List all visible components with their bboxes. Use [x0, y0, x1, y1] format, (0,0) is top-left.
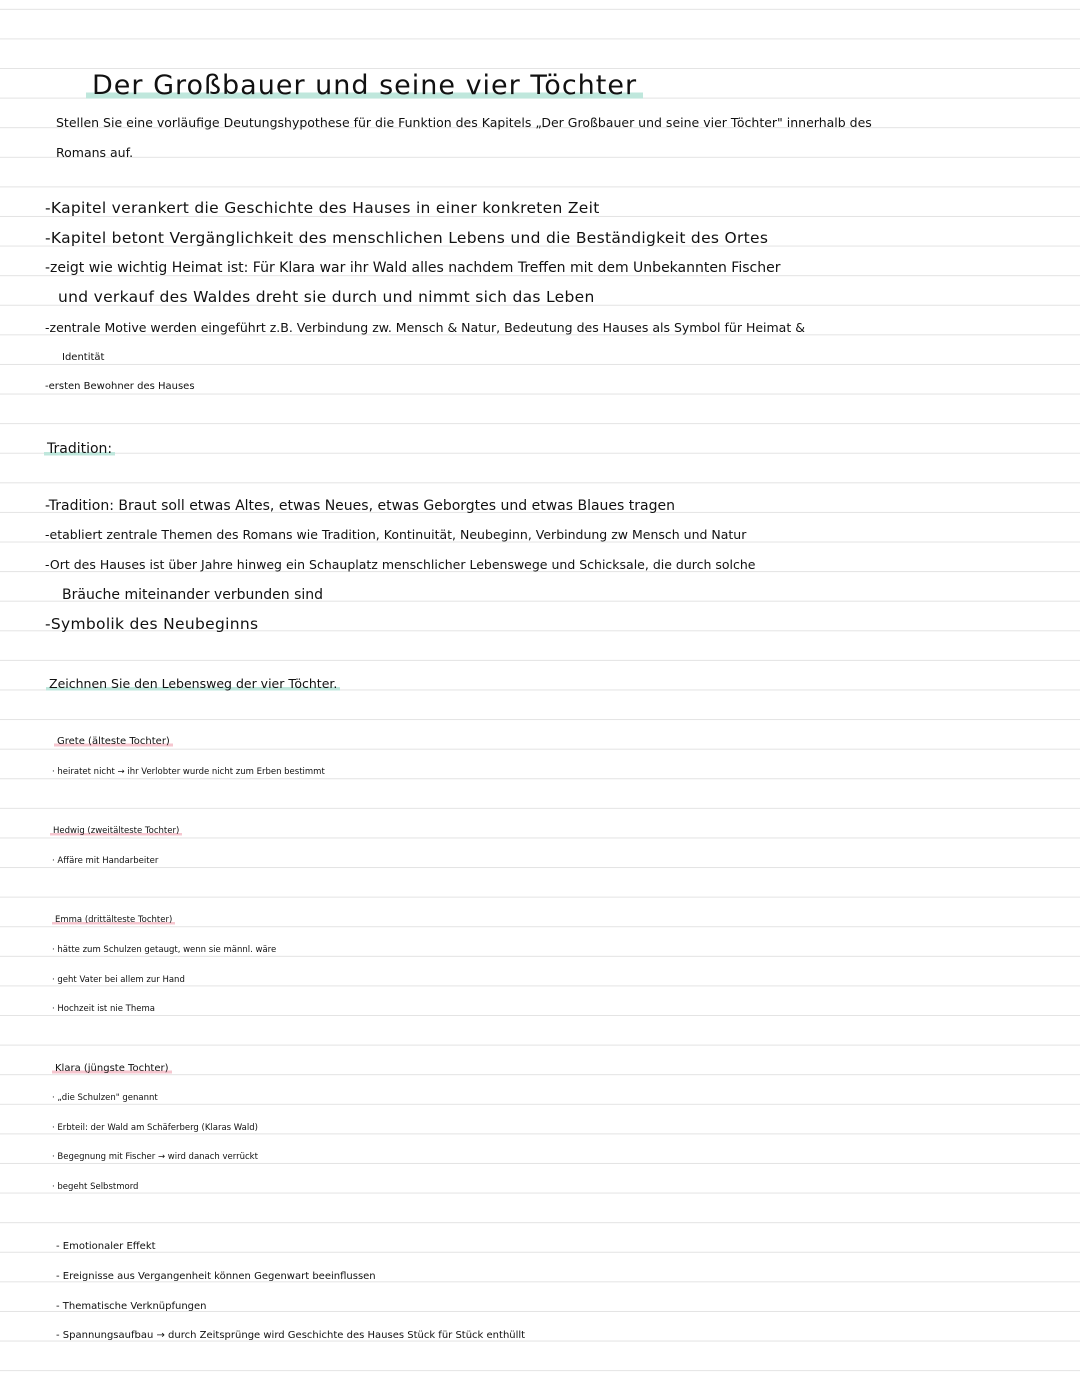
daughter-note: · heiratet nicht → ihr Verlobter wurde nicht zum Erben bestimmt — [52, 767, 325, 777]
daughter-note: · geht Vater bei allem zur Hand — [52, 975, 185, 985]
list-item-continued: und verkauf des Waldes dreht sie durch und nimmt sich das Leben — [58, 288, 595, 306]
list-item-continued: Identität — [62, 352, 105, 363]
daughter-note: · Affäre mit Handarbeiter — [52, 856, 159, 866]
daughter-heading-emma: Emma (drittälteste Tochter) — [52, 916, 175, 925]
task-prompt-line: Stellen Sie eine vorläufige Deutungshypothese für die Funktion des Kapitels „Der Großbauer und seine vier Töchter" innerhalb des — [56, 115, 872, 130]
daughter-heading-hedwig: Hedwig (zweitälteste Tochter) — [50, 827, 182, 836]
list-item: - Spannungsaufbau → durch Zeitsprünge wird Geschichte des Hauses Stück für Stück enthüllt — [56, 1330, 526, 1341]
list-item: -Kapitel verankert die Geschichte des Hauses in einer konkreten Zeit — [45, 199, 600, 217]
daughter-heading-klara: Klara (jüngste Tochter) — [52, 1064, 172, 1074]
daughter-note: · Begegnung mit Fischer → wird danach verrückt — [52, 1152, 258, 1162]
list-item: -Ort des Hauses ist über Jahre hinweg ein Schauplatz menschlicher Lebenswege und Schicksale, die durch solche — [45, 557, 756, 572]
task-prompt-line: Romans auf. — [56, 145, 134, 160]
list-item: -ersten Bewohner des Hauses — [45, 381, 195, 392]
section-heading-tradition: Tradition: — [44, 442, 115, 456]
daughter-heading-grete: Grete (älteste Tochter) — [54, 737, 173, 747]
list-item: -Tradition: Braut soll etwas Altes, etwas Neues, etwas Geborgtes und etwas Blaues tragen — [45, 498, 675, 514]
list-item-continued: Bräuche miteinander verbunden sind — [62, 587, 324, 603]
daughter-note: · begeht Selbstmord — [52, 1182, 139, 1192]
list-item: -zeigt wie wichtig Heimat ist: Für Klara war ihr Wald alles nachdem Treffen mit dem Unbekannten Fischer — [45, 260, 781, 276]
list-item: -etabliert zentrale Themen des Romans wie Tradition, Kontinuität, Neubeginn, Verbindung zw Mensch und Natur — [45, 527, 747, 542]
daughter-note: · Erbteil: der Wald am Schäferberg (Klaras Wald) — [52, 1123, 258, 1133]
list-item: -Symbolik des Neubeginns — [45, 615, 259, 633]
daughter-note: · Hochzeit ist nie Thema — [52, 1004, 155, 1014]
list-item: - Ereignisse aus Vergangenheit können Gegenwart beeinflussen — [56, 1271, 376, 1282]
daughter-note: · „die Schulzen" genannt — [52, 1093, 158, 1103]
page-title: Der Großbauer und seine vier Töchter — [86, 70, 643, 101]
list-item: - Emotionaler Effekt — [56, 1241, 156, 1252]
section-heading-prompt: Zeichnen Sie den Lebensweg der vier Töchter. — [46, 678, 340, 691]
list-item: -Kapitel betont Vergänglichkeit des menschlichen Lebens und die Beständigkeit des Ortes — [45, 229, 769, 247]
list-item: - Thematische Verknüpfungen — [56, 1301, 207, 1312]
list-item: -zentrale Motive werden eingeführt z.B. Verbindung zw. Mensch & Natur, Bedeutung des Hauses als Symbol für Heimat & — [45, 320, 805, 335]
daughter-note: · hätte zum Schulzen getaugt, wenn sie männl. wäre — [52, 945, 277, 955]
